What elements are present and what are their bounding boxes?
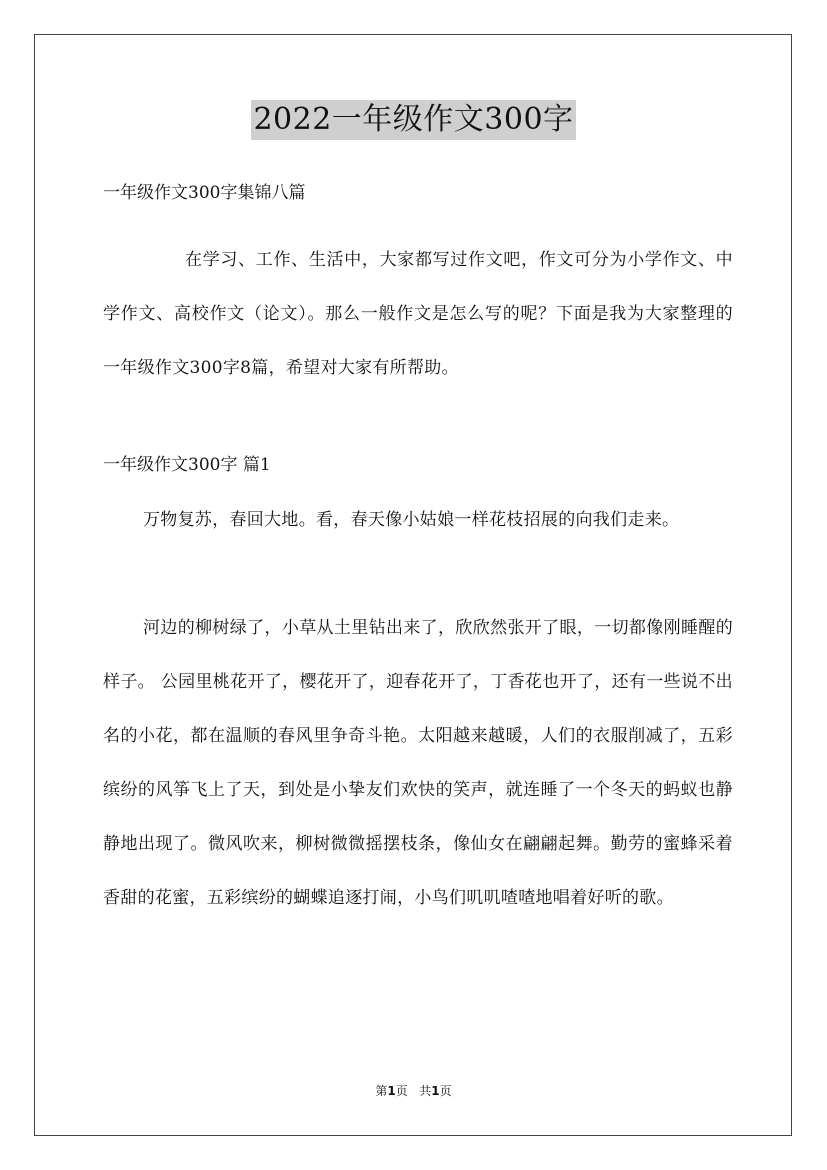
footer-page-suffix: 页 <box>395 1084 408 1098</box>
page-footer <box>0 1083 827 1099</box>
footer-total-pages: 1 <box>431 1084 440 1098</box>
document-subtitle: 一年级作文300字集锦八篇 <box>103 183 306 203</box>
title-container <box>0 100 827 140</box>
body-paragraph-2: 河边的柳树绿了，小草从土里钻出来了，欣欣然张开了眼，一切都像刚睡醒的样子。 公园里桃花开了，樱花开了，迎春花开了，丁香花也开了，还有一些说不出名的小花，都在温顺的春风里争奇斗艳。太阳越来越暖，人们的衣服削减了，五彩缤纷的风筝飞上了天，到处是小挚友们欢快的笑声，就连睡了一个冬天的蚂蚁也静静地出现了。微风吹来，柳树微微摇摆枝条，像仙女在翩翩起舞。勤劳的蜜蜂采着香甜的花蜜，五彩缤纷的蝴蝶追逐打闹，小鸟们叽叽喳喳地唱着好听的歌。 <box>103 618 733 908</box>
document-title: 2022一年级作文300字 <box>251 100 575 140</box>
footer-total-prefix: 共 <box>419 1084 432 1098</box>
footer-page-prefix: 第 <box>375 1084 388 1098</box>
section-heading: 一年级作文300字 篇1 <box>103 455 271 475</box>
body-paragraph-1: 万物复苏，春回大地。看，春天像小姑娘一样花枝招展的向我们走来。 <box>143 510 680 530</box>
intro-paragraph: 在学习、工作、生活中，大家都写过作文吧，作文可分为小学作文、中学作文、高校作文（论文）。那么一般作文是怎么写的呢？下面是我为大家整理的一年级作文300字8篇，希望对大家有所帮助。 <box>103 250 733 378</box>
footer-page-number: 1 <box>387 1084 396 1098</box>
footer-total-suffix: 页 <box>439 1084 452 1098</box>
